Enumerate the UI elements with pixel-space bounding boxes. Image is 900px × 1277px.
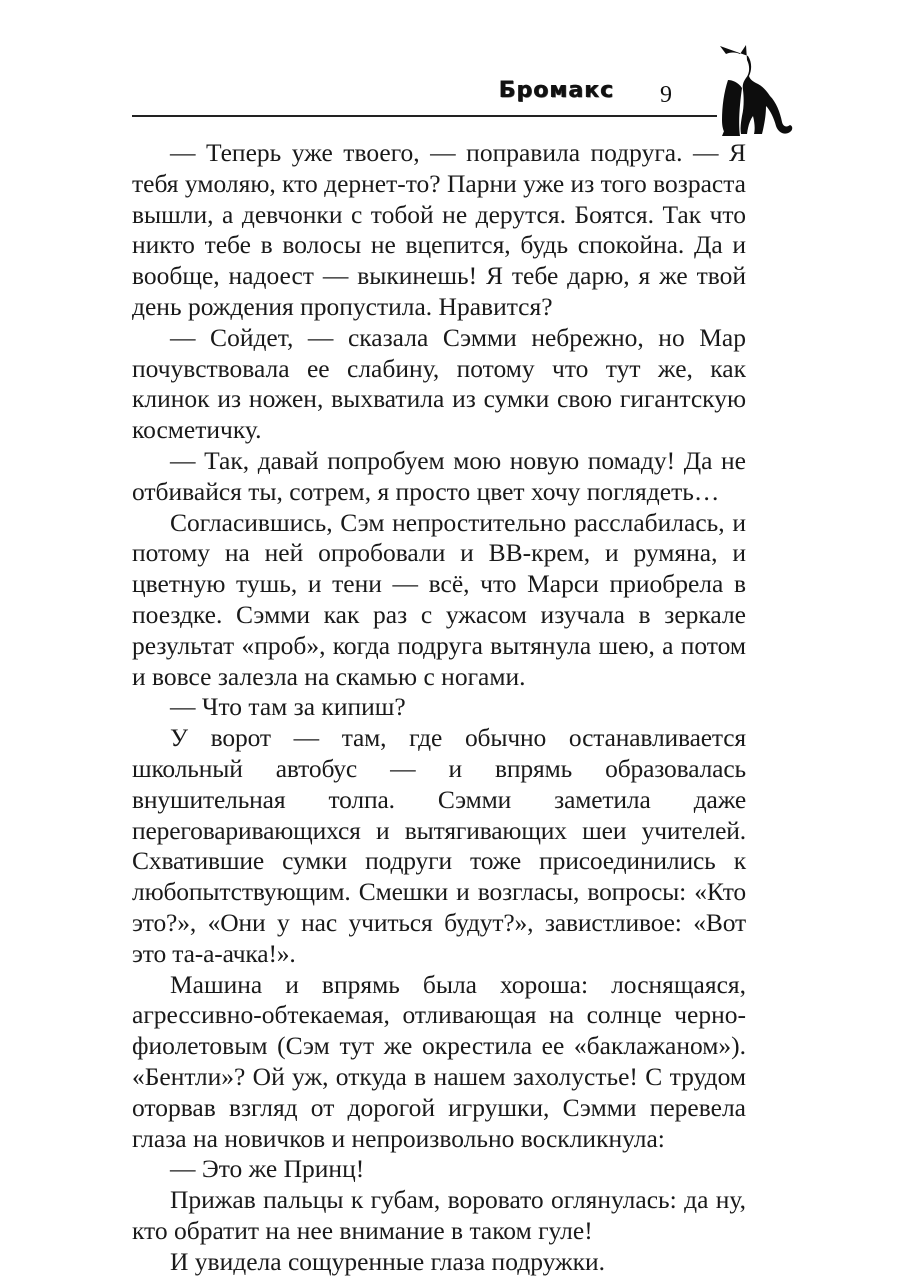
- body-text: [132, 138, 746, 1277]
- running-title: Бромакс: [499, 78, 615, 103]
- running-header: [132, 60, 792, 140]
- paragraph: — Это же Принц!: [170, 1154, 365, 1184]
- paragraph: Машина и впрямь была хороша: лоснящаяся, агрессивно-обтекаемая, отливающая на солнце черно-фиолетовым (Сэм тут же окрестила ее «баклажаном»). «Бентли»? Ой уж, откуда в нашем захолустье! С трудом оторвав взгляд от дорогой игрушки, Сэмми перевела глаза на новичков и непроизвольно воскликнула:: [132, 969, 746, 1153]
- paragraph: Прижав пальцы к губам, воровато оглянулась: да ну, кто обратит на нее внимание в таком гуле!: [132, 1185, 746, 1245]
- cat-silhouette-icon: [700, 40, 795, 140]
- paragraph: Согласившись, Сэм непростительно расслабилась, и потому на ней опробовали и BB-крем, и румяна, и цветную тушь, и тени — всё, что Марси приобрела в поездке. Сэмми как раз с ужасом изучала в зеркале результат «проб», когда подруга вытянула шею, а потом и вовсе залезла на скамью с ногами.: [132, 507, 746, 691]
- paragraph: — Так, давай попробуем мою новую помаду! Да не отбивайся ты, сотрем, я просто цвет хочу поглядеть…: [132, 445, 746, 506]
- paragraph: — Сойдет, — сказала Сэмми небрежно, но Мар почувствовала ее слабину, потому что тут же, как клинок из ножен, выхватила из сумки свою гигантскую косметичку.: [132, 322, 746, 445]
- paragraph: У ворот — там, где обычно останавливается школьный автобус — и впрямь образовалась внушительная толпа. Сэмми заметила даже переговаривающихся и вытягивающих шеи учителей. Схватившие сумки подруги тоже присоединились к любопытствующим. Смешки и возгласы, вопросы: «Кто это?», «Они у нас учиться будут?», завистливое: «Вот это та-а-ачка!».: [132, 723, 746, 968]
- paragraph: И увидела сощуренные глаза подружки.: [170, 1246, 606, 1276]
- paragraph: — Что там за кипиш?: [170, 692, 406, 722]
- paragraph: — Теперь уже твоего, — поправила подруга. — Я тебя умоляю, кто дернет-то? Парни уже из того возраста вышли, а девчонки с тобой не дерутся. Боятся. Так что никто тебе в волосы не вцепится, будь спокойна. Да и вообще, надоест — выкинешь! Я тебе дарю, я же твой день рождения пропустила. Нравится?: [132, 138, 746, 321]
- page-number: 9: [660, 82, 672, 108]
- header-rule: [132, 115, 717, 117]
